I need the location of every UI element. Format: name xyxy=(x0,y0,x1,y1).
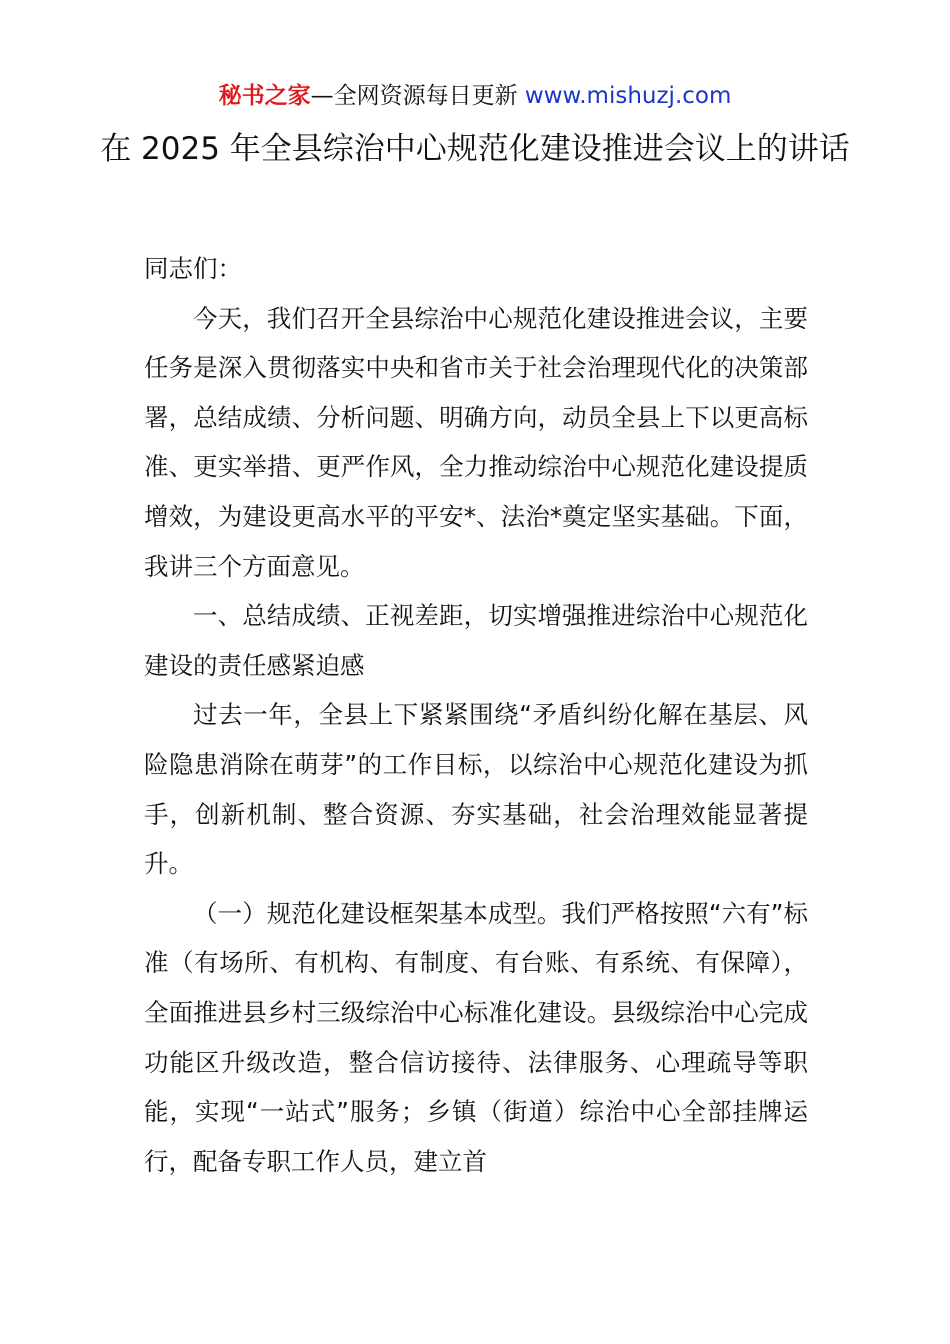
salutation: 同志们： xyxy=(144,254,242,283)
document-title: 在 2025 年全县综治中心规范化建设推进会议上的讲话 xyxy=(100,131,850,167)
document-body xyxy=(144,244,808,1186)
paragraph-review: 过去一年，全县上下紧紧围绕“矛盾纠纷化解在基层、风险隐患消除在萌芽”的工作目标，以综治中心规范化建设为抓手，创新机制、整合资源、夯实基础，社会治理效能显著提升。 xyxy=(144,700,808,879)
paragraph-framework: （一）规范化建设框架基本成型。我们严格按照“六有”标准（有场所、有机构、有制度、有台账、有系统、有保障），全面推进县乡村三级综治中心标准化建设。县级综治中心完成功能区升级改造，整合信访接待、法律服务、心理疏导等职能，实现“一站式”服务；乡镇（街道）综治中心全部挂牌运行，配备专职工作人员，建立首 xyxy=(144,898,808,1176)
site-url[interactable]: www.mishuzj.com xyxy=(524,83,732,109)
paragraph-intro: 今天，我们召开全县综治中心规范化建设推进会议，主要任务是深入贯彻落实中央和省市关于社会治理现代化的决策部署，总结成绩、分析问题、明确方向，动员全县上下以更高标准、更实举措、更严作风，全力推动综治中心规范化建设提质增效，为建设更高水平的平安*、法治*奠定坚实基础。下面，我讲三个方面意见。 xyxy=(144,303,808,581)
site-tagline: —全网资源每日更新 xyxy=(310,83,525,109)
section-heading-1: 一、总结成绩、正视差距，切实增强推进综治中心规范化建设的责任感紧迫感 xyxy=(144,601,808,680)
site-header xyxy=(0,80,950,112)
site-brand: 秘书之家 xyxy=(218,83,311,109)
